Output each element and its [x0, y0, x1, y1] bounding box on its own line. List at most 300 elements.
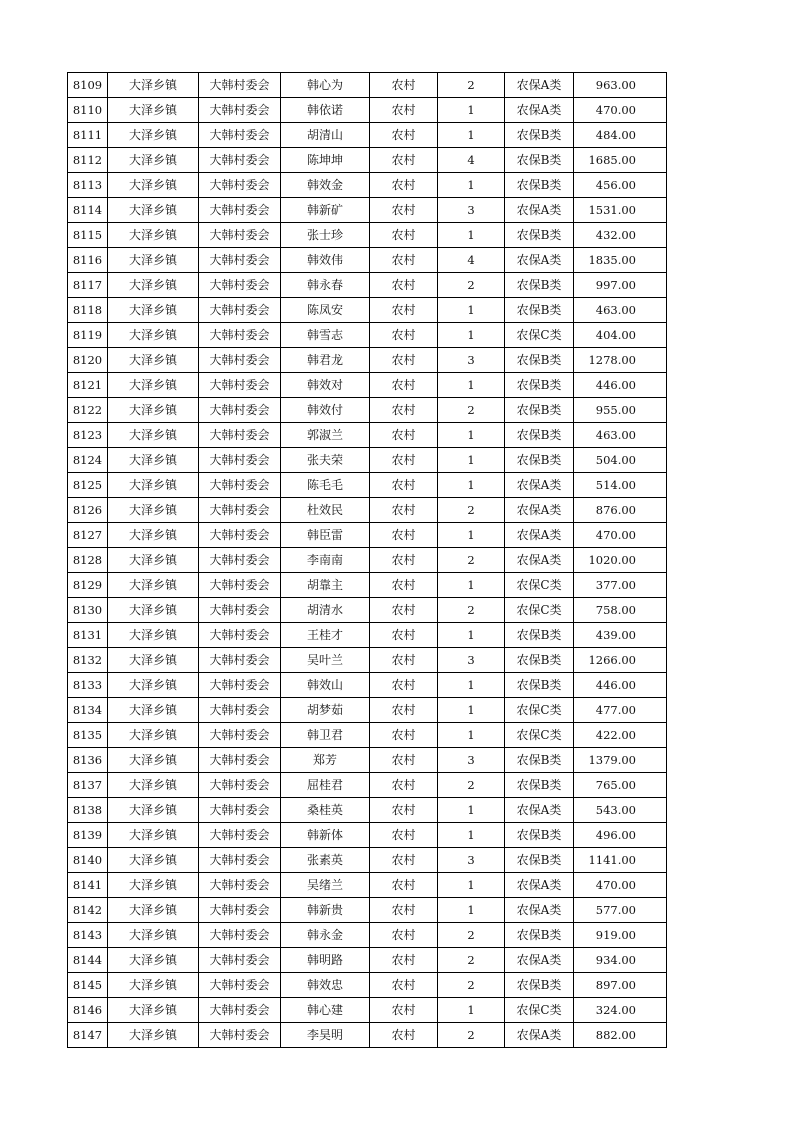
cell-id: 8142 [68, 898, 108, 923]
cell-type: 农村 [370, 973, 438, 998]
cell-name: 韩臣雷 [281, 523, 370, 548]
cell-village: 大韩村委会 [199, 673, 281, 698]
cell-count: 2 [438, 548, 505, 573]
cell-count: 1 [438, 473, 505, 498]
cell-town: 大泽乡镇 [108, 523, 199, 548]
cell-category: 农保B类 [505, 623, 574, 648]
cell-amount: 404.00 [574, 323, 667, 348]
cell-town: 大泽乡镇 [108, 598, 199, 623]
cell-town: 大泽乡镇 [108, 723, 199, 748]
cell-name: 韩心建 [281, 998, 370, 1023]
cell-amount: 470.00 [574, 523, 667, 548]
cell-count: 1 [438, 448, 505, 473]
cell-category: 农保A类 [505, 873, 574, 898]
cell-id: 8138 [68, 798, 108, 823]
cell-category: 农保B类 [505, 448, 574, 473]
cell-id: 8130 [68, 598, 108, 623]
cell-count: 3 [438, 198, 505, 223]
cell-amount: 543.00 [574, 798, 667, 823]
cell-count: 2 [438, 273, 505, 298]
cell-town: 大泽乡镇 [108, 1023, 199, 1048]
table-row [68, 823, 667, 848]
cell-type: 农村 [370, 923, 438, 948]
cell-name: 杜效民 [281, 498, 370, 523]
cell-type: 农村 [370, 723, 438, 748]
table-row [68, 898, 667, 923]
cell-town: 大泽乡镇 [108, 298, 199, 323]
cell-id: 8127 [68, 523, 108, 548]
cell-category: 农保B类 [505, 273, 574, 298]
cell-name: 郑芳 [281, 748, 370, 773]
cell-count: 1 [438, 723, 505, 748]
cell-amount: 919.00 [574, 923, 667, 948]
cell-id: 8136 [68, 748, 108, 773]
cell-id: 8137 [68, 773, 108, 798]
cell-village: 大韩村委会 [199, 548, 281, 573]
cell-town: 大泽乡镇 [108, 148, 199, 173]
cell-category: 农保A类 [505, 898, 574, 923]
table-row [68, 598, 667, 623]
cell-category: 农保B类 [505, 423, 574, 448]
cell-id: 8147 [68, 1023, 108, 1048]
cell-category: 农保A类 [505, 798, 574, 823]
cell-category: 农保A类 [505, 198, 574, 223]
cell-town: 大泽乡镇 [108, 848, 199, 873]
cell-count: 2 [438, 923, 505, 948]
cell-amount: 897.00 [574, 973, 667, 998]
cell-name: 屈桂君 [281, 773, 370, 798]
cell-id: 8114 [68, 198, 108, 223]
cell-count: 2 [438, 773, 505, 798]
cell-town: 大泽乡镇 [108, 748, 199, 773]
cell-count: 1 [438, 873, 505, 898]
cell-town: 大泽乡镇 [108, 798, 199, 823]
cell-type: 农村 [370, 873, 438, 898]
cell-town: 大泽乡镇 [108, 273, 199, 298]
cell-category: 农保B类 [505, 748, 574, 773]
cell-village: 大韩村委会 [199, 773, 281, 798]
table-row [68, 973, 667, 998]
cell-amount: 484.00 [574, 123, 667, 148]
cell-id: 8110 [68, 98, 108, 123]
table-row [68, 873, 667, 898]
cell-count: 2 [438, 973, 505, 998]
cell-count: 1 [438, 673, 505, 698]
cell-amount: 470.00 [574, 98, 667, 123]
table-row [68, 648, 667, 673]
cell-village: 大韩村委会 [199, 73, 281, 98]
cell-amount: 955.00 [574, 398, 667, 423]
cell-id: 8126 [68, 498, 108, 523]
cell-village: 大韩村委会 [199, 898, 281, 923]
cell-name: 李昊明 [281, 1023, 370, 1048]
cell-town: 大泽乡镇 [108, 448, 199, 473]
cell-id: 8115 [68, 223, 108, 248]
cell-name: 郭淑兰 [281, 423, 370, 448]
cell-category: 农保A类 [505, 473, 574, 498]
cell-id: 8124 [68, 448, 108, 473]
cell-amount: 439.00 [574, 623, 667, 648]
cell-category: 农保A类 [505, 523, 574, 548]
table-row [68, 398, 667, 423]
cell-town: 大泽乡镇 [108, 873, 199, 898]
cell-amount: 377.00 [574, 573, 667, 598]
table-row [68, 798, 667, 823]
cell-town: 大泽乡镇 [108, 923, 199, 948]
cell-id: 8132 [68, 648, 108, 673]
cell-name: 胡清山 [281, 123, 370, 148]
cell-id: 8119 [68, 323, 108, 348]
cell-amount: 463.00 [574, 423, 667, 448]
table-body [68, 73, 667, 1048]
data-table [67, 72, 667, 1048]
cell-name: 韩永金 [281, 923, 370, 948]
table-row [68, 448, 667, 473]
cell-count: 3 [438, 348, 505, 373]
cell-town: 大泽乡镇 [108, 98, 199, 123]
cell-count: 1 [438, 173, 505, 198]
cell-village: 大韩村委会 [199, 598, 281, 623]
cell-count: 2 [438, 1023, 505, 1048]
table-row [68, 323, 667, 348]
cell-village: 大韩村委会 [199, 998, 281, 1023]
cell-village: 大韩村委会 [199, 498, 281, 523]
cell-type: 农村 [370, 423, 438, 448]
cell-town: 大泽乡镇 [108, 698, 199, 723]
cell-amount: 1685.00 [574, 148, 667, 173]
cell-type: 农村 [370, 223, 438, 248]
cell-town: 大泽乡镇 [108, 898, 199, 923]
cell-amount: 422.00 [574, 723, 667, 748]
cell-type: 农村 [370, 823, 438, 848]
cell-village: 大韩村委会 [199, 523, 281, 548]
cell-amount: 1278.00 [574, 348, 667, 373]
cell-village: 大韩村委会 [199, 623, 281, 648]
cell-count: 1 [438, 823, 505, 848]
cell-type: 农村 [370, 98, 438, 123]
cell-count: 2 [438, 398, 505, 423]
cell-name: 王桂才 [281, 623, 370, 648]
cell-type: 农村 [370, 123, 438, 148]
cell-category: 农保B类 [505, 148, 574, 173]
cell-amount: 470.00 [574, 873, 667, 898]
cell-id: 8140 [68, 848, 108, 873]
cell-category: 农保B类 [505, 223, 574, 248]
table-row [68, 198, 667, 223]
cell-id: 8135 [68, 723, 108, 748]
cell-town: 大泽乡镇 [108, 673, 199, 698]
table-row [68, 373, 667, 398]
cell-town: 大泽乡镇 [108, 773, 199, 798]
cell-town: 大泽乡镇 [108, 198, 199, 223]
cell-village: 大韩村委会 [199, 948, 281, 973]
cell-type: 农村 [370, 798, 438, 823]
cell-id: 8113 [68, 173, 108, 198]
cell-name: 韩效伟 [281, 248, 370, 273]
cell-count: 3 [438, 648, 505, 673]
cell-amount: 997.00 [574, 273, 667, 298]
cell-village: 大韩村委会 [199, 848, 281, 873]
cell-count: 1 [438, 698, 505, 723]
cell-village: 大韩村委会 [199, 398, 281, 423]
cell-category: 农保A类 [505, 948, 574, 973]
cell-amount: 1141.00 [574, 848, 667, 873]
cell-id: 8121 [68, 373, 108, 398]
cell-village: 大韩村委会 [199, 448, 281, 473]
cell-name: 韩效对 [281, 373, 370, 398]
cell-village: 大韩村委会 [199, 98, 281, 123]
cell-village: 大韩村委会 [199, 723, 281, 748]
cell-type: 农村 [370, 73, 438, 98]
cell-amount: 432.00 [574, 223, 667, 248]
cell-type: 农村 [370, 848, 438, 873]
cell-id: 8133 [68, 673, 108, 698]
cell-town: 大泽乡镇 [108, 623, 199, 648]
cell-village: 大韩村委会 [199, 973, 281, 998]
cell-town: 大泽乡镇 [108, 248, 199, 273]
table-row [68, 998, 667, 1023]
cell-count: 1 [438, 298, 505, 323]
cell-category: 农保A类 [505, 98, 574, 123]
cell-name: 陈凤安 [281, 298, 370, 323]
cell-category: 农保C类 [505, 323, 574, 348]
cell-village: 大韩村委会 [199, 923, 281, 948]
cell-village: 大韩村委会 [199, 223, 281, 248]
cell-id: 8117 [68, 273, 108, 298]
cell-type: 农村 [370, 573, 438, 598]
cell-village: 大韩村委会 [199, 1023, 281, 1048]
cell-village: 大韩村委会 [199, 323, 281, 348]
cell-village: 大韩村委会 [199, 648, 281, 673]
cell-type: 农村 [370, 548, 438, 573]
cell-amount: 1266.00 [574, 648, 667, 673]
cell-type: 农村 [370, 448, 438, 473]
cell-amount: 758.00 [574, 598, 667, 623]
cell-name: 吴叶兰 [281, 648, 370, 673]
cell-amount: 477.00 [574, 698, 667, 723]
cell-id: 8116 [68, 248, 108, 273]
cell-count: 1 [438, 898, 505, 923]
cell-name: 韩心为 [281, 73, 370, 98]
cell-id: 8125 [68, 473, 108, 498]
cell-category: 农保B类 [505, 348, 574, 373]
cell-amount: 1379.00 [574, 748, 667, 773]
table-row [68, 748, 667, 773]
cell-count: 1 [438, 623, 505, 648]
cell-name: 韩君龙 [281, 348, 370, 373]
cell-name: 韩效金 [281, 173, 370, 198]
cell-amount: 876.00 [574, 498, 667, 523]
table-row [68, 98, 667, 123]
cell-category: 农保C类 [505, 698, 574, 723]
cell-category: 农保B类 [505, 973, 574, 998]
cell-type: 农村 [370, 273, 438, 298]
cell-type: 农村 [370, 148, 438, 173]
cell-id: 8120 [68, 348, 108, 373]
cell-amount: 934.00 [574, 948, 667, 973]
cell-type: 农村 [370, 673, 438, 698]
table-row [68, 948, 667, 973]
cell-name: 陈坤坤 [281, 148, 370, 173]
cell-town: 大泽乡镇 [108, 948, 199, 973]
cell-amount: 514.00 [574, 473, 667, 498]
cell-type: 农村 [370, 998, 438, 1023]
cell-town: 大泽乡镇 [108, 323, 199, 348]
cell-amount: 456.00 [574, 173, 667, 198]
cell-count: 2 [438, 948, 505, 973]
cell-town: 大泽乡镇 [108, 73, 199, 98]
cell-type: 农村 [370, 248, 438, 273]
table-row [68, 623, 667, 648]
cell-name: 韩雪志 [281, 323, 370, 348]
table-row [68, 673, 667, 698]
cell-id: 8118 [68, 298, 108, 323]
cell-name: 陈毛毛 [281, 473, 370, 498]
cell-category: 农保C类 [505, 998, 574, 1023]
table-row [68, 248, 667, 273]
cell-id: 8112 [68, 148, 108, 173]
table-row [68, 73, 667, 98]
cell-count: 1 [438, 123, 505, 148]
cell-count: 3 [438, 848, 505, 873]
cell-type: 农村 [370, 473, 438, 498]
cell-village: 大韩村委会 [199, 873, 281, 898]
cell-name: 胡清水 [281, 598, 370, 623]
cell-category: 农保C类 [505, 573, 574, 598]
cell-type: 农村 [370, 648, 438, 673]
cell-id: 8129 [68, 573, 108, 598]
cell-category: 农保A类 [505, 1023, 574, 1048]
cell-count: 4 [438, 248, 505, 273]
cell-count: 1 [438, 98, 505, 123]
cell-amount: 504.00 [574, 448, 667, 473]
cell-count: 1 [438, 323, 505, 348]
cell-id: 8111 [68, 123, 108, 148]
cell-count: 1 [438, 998, 505, 1023]
cell-category: 农保B类 [505, 373, 574, 398]
table-row [68, 348, 667, 373]
cell-name: 张素英 [281, 848, 370, 873]
cell-amount: 324.00 [574, 998, 667, 1023]
cell-town: 大泽乡镇 [108, 548, 199, 573]
cell-category: 农保B类 [505, 848, 574, 873]
cell-id: 8139 [68, 823, 108, 848]
cell-id: 8141 [68, 873, 108, 898]
table-row [68, 923, 667, 948]
cell-id: 8146 [68, 998, 108, 1023]
cell-name: 韩新体 [281, 823, 370, 848]
cell-name: 韩永春 [281, 273, 370, 298]
cell-category: 农保B类 [505, 123, 574, 148]
cell-name: 韩效忠 [281, 973, 370, 998]
cell-town: 大泽乡镇 [108, 398, 199, 423]
cell-id: 8145 [68, 973, 108, 998]
cell-category: 农保C类 [505, 723, 574, 748]
cell-village: 大韩村委会 [199, 248, 281, 273]
cell-id: 8122 [68, 398, 108, 423]
cell-name: 韩卫君 [281, 723, 370, 748]
cell-category: 农保B类 [505, 173, 574, 198]
cell-id: 8128 [68, 548, 108, 573]
cell-count: 1 [438, 523, 505, 548]
table-row [68, 573, 667, 598]
cell-amount: 1020.00 [574, 548, 667, 573]
cell-id: 8144 [68, 948, 108, 973]
cell-amount: 446.00 [574, 673, 667, 698]
cell-town: 大泽乡镇 [108, 823, 199, 848]
cell-category: 农保B类 [505, 398, 574, 423]
cell-town: 大泽乡镇 [108, 973, 199, 998]
table-row [68, 173, 667, 198]
cell-category: 农保A类 [505, 548, 574, 573]
table-row [68, 423, 667, 448]
cell-type: 农村 [370, 298, 438, 323]
cell-town: 大泽乡镇 [108, 373, 199, 398]
cell-type: 农村 [370, 698, 438, 723]
cell-name: 张夫荣 [281, 448, 370, 473]
cell-category: 农保B类 [505, 923, 574, 948]
cell-category: 农保B类 [505, 773, 574, 798]
cell-type: 农村 [370, 173, 438, 198]
cell-name: 桑桂英 [281, 798, 370, 823]
cell-type: 农村 [370, 1023, 438, 1048]
cell-village: 大韩村委会 [199, 748, 281, 773]
cell-village: 大韩村委会 [199, 298, 281, 323]
cell-town: 大泽乡镇 [108, 573, 199, 598]
cell-count: 2 [438, 498, 505, 523]
cell-village: 大韩村委会 [199, 198, 281, 223]
cell-type: 农村 [370, 523, 438, 548]
cell-village: 大韩村委会 [199, 148, 281, 173]
cell-town: 大泽乡镇 [108, 473, 199, 498]
cell-name: 张士珍 [281, 223, 370, 248]
cell-amount: 496.00 [574, 823, 667, 848]
cell-category: 农保A类 [505, 73, 574, 98]
cell-village: 大韩村委会 [199, 798, 281, 823]
cell-name: 韩依诺 [281, 98, 370, 123]
cell-village: 大韩村委会 [199, 423, 281, 448]
cell-type: 农村 [370, 773, 438, 798]
cell-id: 8123 [68, 423, 108, 448]
table-row [68, 698, 667, 723]
cell-id: 8134 [68, 698, 108, 723]
cell-name: 韩明路 [281, 948, 370, 973]
cell-village: 大韩村委会 [199, 698, 281, 723]
cell-category: 农保C类 [505, 598, 574, 623]
cell-town: 大泽乡镇 [108, 123, 199, 148]
cell-count: 3 [438, 748, 505, 773]
cell-village: 大韩村委会 [199, 373, 281, 398]
cell-category: 农保B类 [505, 673, 574, 698]
cell-village: 大韩村委会 [199, 573, 281, 598]
cell-count: 1 [438, 423, 505, 448]
cell-count: 1 [438, 798, 505, 823]
cell-town: 大泽乡镇 [108, 648, 199, 673]
table-row [68, 848, 667, 873]
cell-count: 1 [438, 373, 505, 398]
cell-type: 农村 [370, 598, 438, 623]
cell-type: 农村 [370, 948, 438, 973]
cell-name: 韩效山 [281, 673, 370, 698]
table-row [68, 773, 667, 798]
cell-type: 农村 [370, 373, 438, 398]
cell-village: 大韩村委会 [199, 348, 281, 373]
cell-type: 农村 [370, 748, 438, 773]
cell-amount: 446.00 [574, 373, 667, 398]
cell-town: 大泽乡镇 [108, 223, 199, 248]
cell-count: 2 [438, 598, 505, 623]
cell-village: 大韩村委会 [199, 273, 281, 298]
